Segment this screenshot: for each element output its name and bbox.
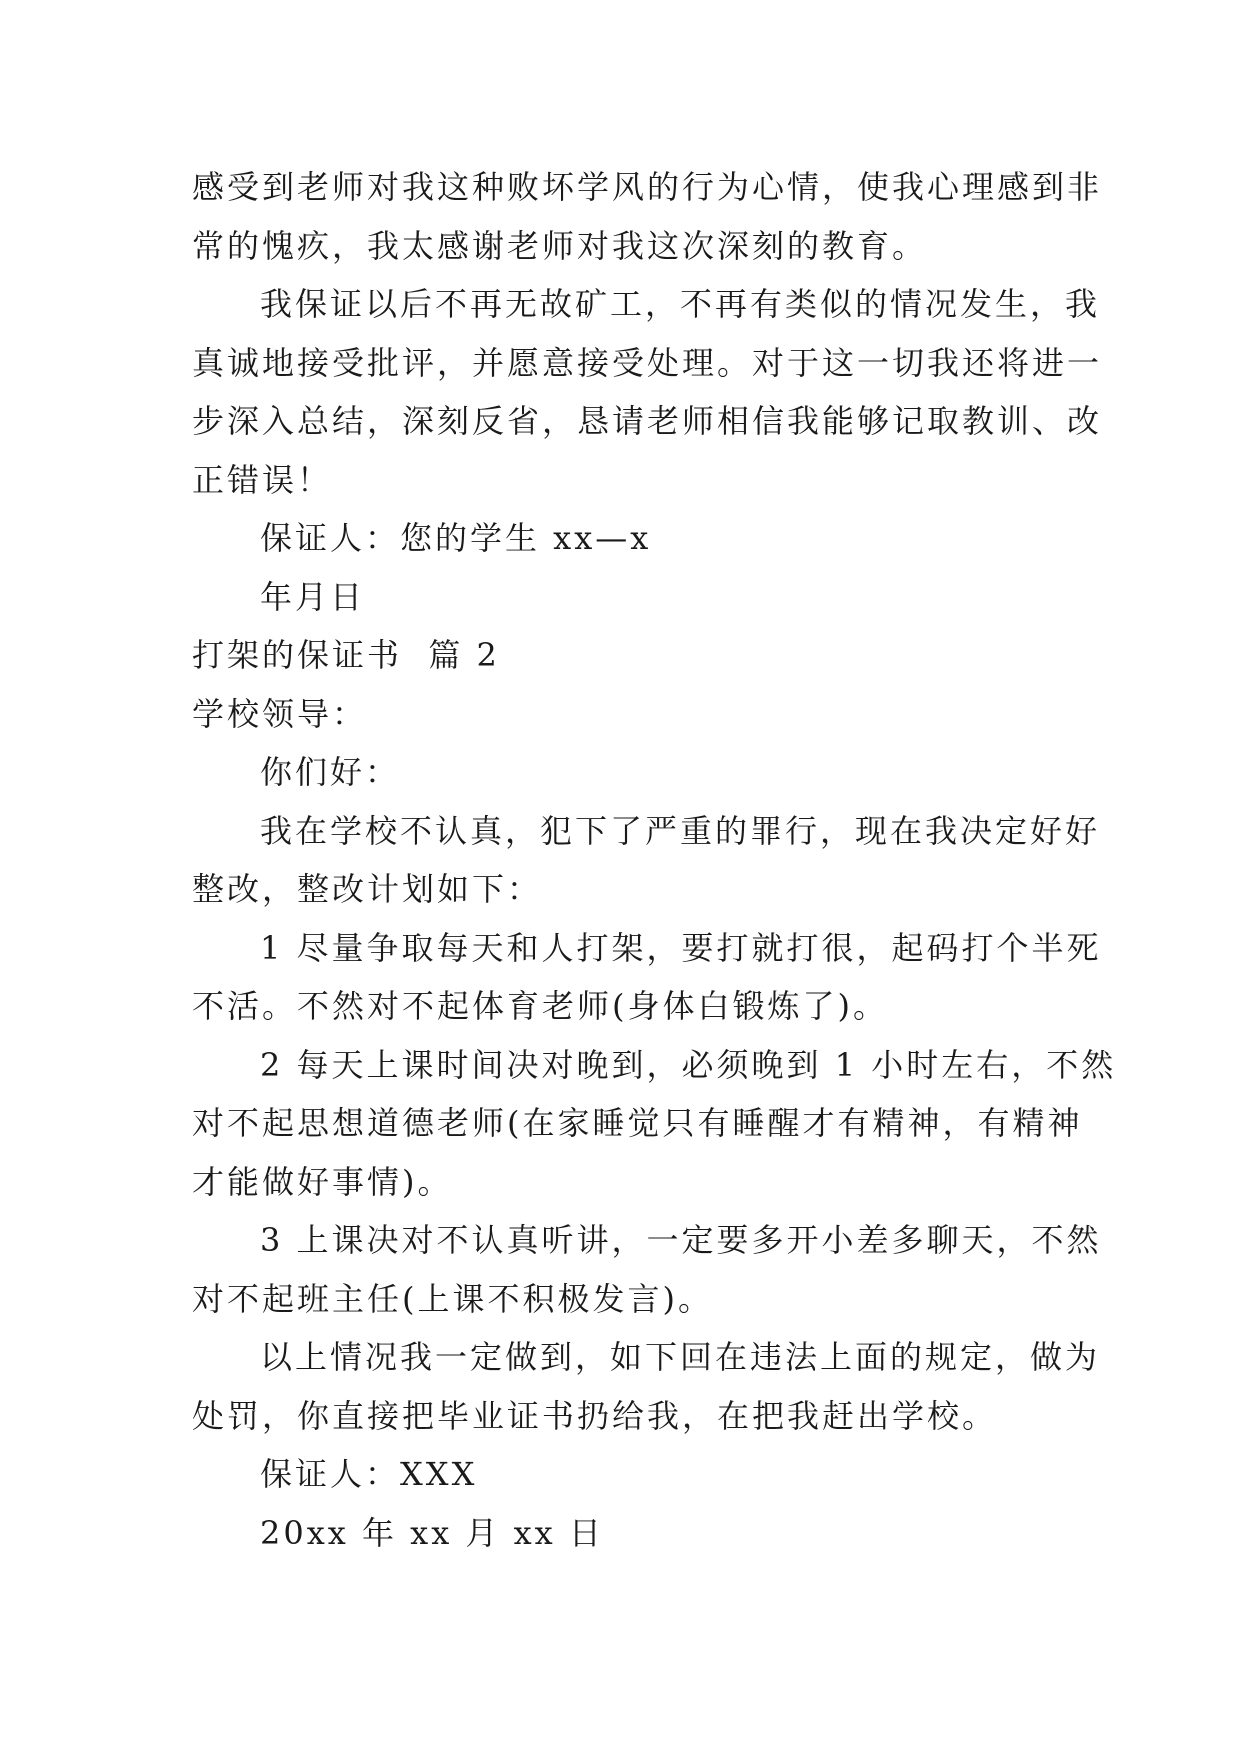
- date-line: [192, 568, 1062, 627]
- text-line: 打架的保证书 篇 2: [192, 636, 500, 674]
- text-line: 对不起思想道德老师(在家睡觉只有睡醒才有精神，有精神: [192, 1104, 1083, 1142]
- paragraph-apology-continued: [192, 158, 1103, 275]
- text-line: 对不起班主任(上课不积极发言)。: [192, 1279, 713, 1318]
- text-line: 感受到老师对我这种败坏学风的行为心情，使我心理感到非: [192, 168, 1103, 206]
- text-line: 才能做好事情)。: [192, 1162, 453, 1201]
- greeting: [192, 743, 1062, 802]
- date-line: [192, 1504, 1062, 1563]
- text-line: 年月日: [260, 577, 366, 616]
- signature-line: [192, 1445, 1062, 1504]
- text-line: 20xx 年 xx 月 xx 日: [260, 1513, 604, 1552]
- document-body: [192, 158, 1117, 1562]
- text-line: 2 每天上课时间决对晚到，必须晚到 1 小时左右，不然: [260, 1045, 1117, 1084]
- paragraph-intro: [192, 802, 1101, 919]
- plan-item-2: [192, 1036, 1117, 1212]
- text-line: 1 尽量争取每天和人打架，要打就打很，起码打个半死: [260, 928, 1102, 967]
- section-heading: [192, 626, 1062, 685]
- text-line: 我在学校不认真，犯下了严重的罪行，现在我决定好好: [260, 811, 1101, 850]
- text-line: 保证人：XXX: [260, 1455, 478, 1493]
- text-line: 不活。不然对不起体育老师(身体白锻炼了)。: [192, 987, 888, 1025]
- text-line: 保证人：您的学生 xx—x: [260, 519, 652, 557]
- signature-line: [192, 509, 1062, 568]
- text-line: 学校领导：: [192, 694, 368, 733]
- text-line: 步深入总结，深刻反省，恳请老师相信我能够记取教训、改: [192, 402, 1103, 440]
- plan-item-1: [192, 919, 1102, 1036]
- text-line: 我保证以后不再无故矿工，不再有类似的情况发生，我: [260, 285, 1101, 323]
- text-line: 真诚地接受批评，并愿意接受处理。对于这一切我还将进一: [192, 343, 1103, 382]
- text-line: 处罚，你直接把毕业证书扔给我，在把我赶出学校。: [192, 1396, 998, 1435]
- text-line: 3 上课决对不认真听讲，一定要多开小差多聊天，不然: [260, 1221, 1102, 1259]
- text-line: 以上情况我一定做到，如下回在违法上面的规定，做为: [260, 1338, 1101, 1376]
- text-line: 你们好：: [260, 753, 401, 791]
- text-line: 常的愧疚，我太感谢老师对我这次深刻的教育。: [192, 226, 928, 265]
- salutation: [192, 685, 1062, 744]
- paragraph-conclusion: [192, 1328, 1101, 1445]
- text-line: 正错误！: [192, 460, 333, 499]
- paragraph-promise: [192, 275, 1103, 509]
- text-line: 整改，整改计划如下：: [192, 870, 543, 908]
- plan-item-3: [192, 1211, 1102, 1328]
